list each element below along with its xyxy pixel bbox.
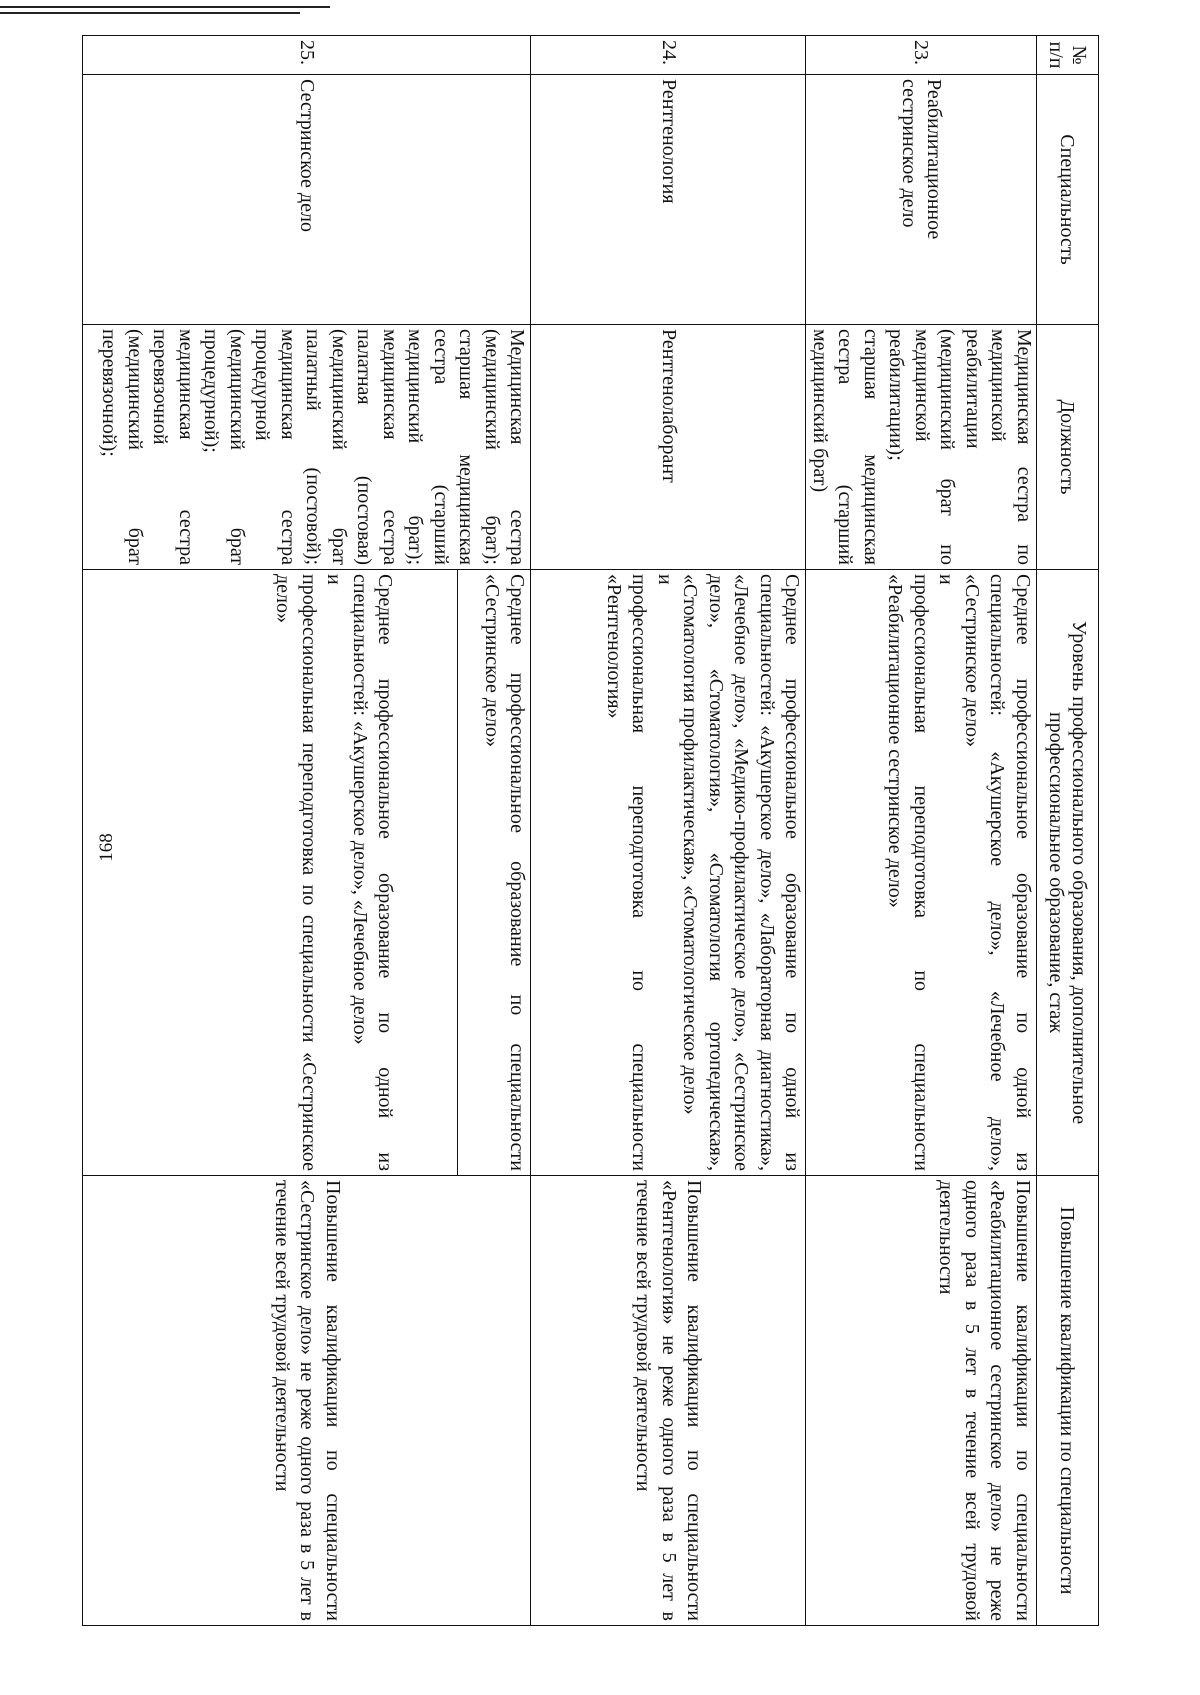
scan-edge-line <box>0 6 330 8</box>
education-first: Среднее профессиональное образование по специальности «Сестринское дело» <box>458 570 531 1175</box>
position-cell: Медицинская сестра (медицинский брат); старшая медицинская сестра (старший медицинский брат); медицинская сестра палатная (постовая) (медицинский брат палатный (постовой); медицинская сестра процедурной (медицинский брат процедурной); медицинская сестра перевязочной (медицинский брат перевязочной); <box>83 325 531 570</box>
table-row <box>806 36 1037 1626</box>
row-number: 25. <box>83 36 531 75</box>
header-specialty: Специальность <box>1037 75 1099 325</box>
qualification-table <box>83 35 1100 1626</box>
education-and: и <box>323 574 346 585</box>
education-retrain: профессиональная переподготовка по специальности «Рентгенология» <box>603 574 651 1171</box>
position-text: Медицинская сестра по медицинской реабилитации (медицинский брат по медицинской реабилитации); <box>885 329 1035 565</box>
education-retrain: профессиональная переподготовка по специальности «Реабилитационное сестринское дело» <box>884 574 932 1171</box>
qualification-cell: Повышение квалификации по специальности «Рентгенология» не реже одного раза в 5 лет в течение всей трудовой деятельности <box>531 1176 806 1626</box>
education-cell <box>531 570 806 1176</box>
education-main: Среднее профессиональное образование по одной из специальностей: «Акушерское дело», «Лабораторная диагностика», «Лечебное дело», «Медико-профилактическое дело», «Сестринское дело», «Стоматология», «Стоматология ортопедическая», «Стоматология профилактическая», «Стоматологическое дело» <box>679 574 804 1171</box>
header-qualification: Повышение квалификации по специальности <box>1037 1176 1099 1626</box>
qualification-cell: Повышение квалификации по специальности «Реабилитационное сестринское дело» не реже одного раза в 5 лет в течение всей трудовой деятельности <box>806 1176 1037 1626</box>
row-number: 23. <box>806 36 1037 75</box>
table-header-row <box>1037 36 1099 1626</box>
education-and: и <box>654 574 676 585</box>
page-number: 168 <box>95 833 117 862</box>
position-cell: Рентгенолаборант <box>531 325 806 570</box>
education-cell <box>806 570 1037 1176</box>
header-education: Уровень профессионального образования, дополнительное профессиональное образование, стаж <box>1037 570 1099 1176</box>
education-retrain: профессиональная переподготовка по специальности «Сестринское дело» <box>272 574 320 1171</box>
header-num: № п/п <box>1037 36 1099 75</box>
education-cell <box>83 570 531 1176</box>
specialty-cell: Сестринское дело <box>83 75 531 325</box>
header-position: Должность <box>1037 325 1099 570</box>
education-main: Среднее профессиональное образование по одной из специальностей: «Акушерское дело», «Лечебное дело», «Сестринское дело» <box>961 574 1034 1171</box>
table-row <box>83 36 531 1626</box>
row-number: 24. <box>531 36 806 75</box>
qualification-cell: Повышение квалификации по специальности «Сестринское дело» не реже одного раза в 5 лет в течение всей трудовой деятельности <box>83 1176 531 1626</box>
table-row <box>531 36 806 1626</box>
scan-edge-line <box>0 12 300 14</box>
education-main: Среднее профессиональное образование по одной из специальностей: «Акушерское дело», «Лечебное дело» <box>349 574 397 1171</box>
education-alt <box>270 570 398 1175</box>
education-and: и <box>935 574 958 585</box>
position-cell <box>806 325 1037 570</box>
position-text: старшая медицинская сестра (старший медицинский брат) <box>809 329 882 565</box>
specialty-cell: Реабилитационное сестринское дело <box>806 75 1037 325</box>
specialty-cell: Рентгенология <box>531 75 806 325</box>
